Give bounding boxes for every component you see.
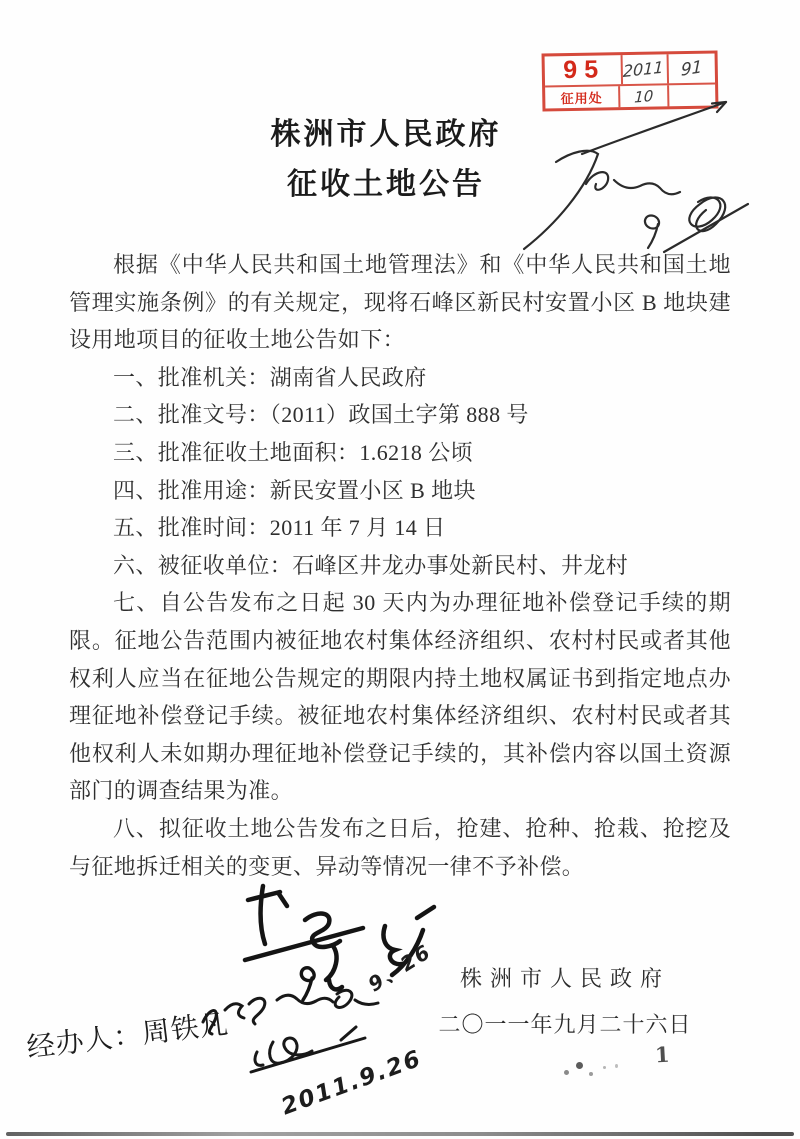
announcement-body <box>69 246 731 885</box>
handler-note-handwritten: 经办人：周铁凡 <box>25 1008 231 1065</box>
item-approval-document-number: 二、批准文号：（2011）政国土字第 888 号 <box>113 402 529 428</box>
stamp-office-label: 征用处 <box>545 86 620 108</box>
item-registration-deadline: 七、自公告发布之日起 30 天内为办理征地补偿登记手续的期限。征地公告范围内被征地农村集体经济组织、农村村民或者其他权利人应当在征地公告规定的期限内持土地权属证书到指定地点办理征地补偿登记手续。被征地农村集体经济组织、农村村民或者其他权利人未如期办理征地补偿登记手续的，其补偿内容以国土资源部门的调查结果为准。 <box>69 590 731 804</box>
item-no-compensation-clause: 八、拟征收土地公告发布之日后，抢建、抢种、抢栽、抢挖及与征地拆迁相关的变更、异动等情况一律不予补偿。 <box>69 815 731 879</box>
document-title <box>0 110 786 210</box>
item-approval-date: 五、批准时间：2011 年 7 月 14 日 <box>113 515 446 541</box>
stamp-year-handwritten: 2011 <box>622 57 664 81</box>
ink-smudge <box>615 1064 618 1068</box>
ink-smudge <box>589 1072 593 1076</box>
approval-date-handwritten: 2011.9.26 <box>278 1045 426 1121</box>
title-line-2: 征收土地公告 <box>287 168 485 201</box>
item-approval-authority: 一、批准机关：湖南省人民政府 <box>113 364 427 390</box>
intro-paragraph: 根据《中华人民共和国土地管理法》和《中华人民共和国土地管理实施条例》的有关规定，现将石峰区新民村安置小区 B 地块建设用地项目的征收土地公告如下： <box>69 252 731 353</box>
stamp-serial-handwritten: 91 <box>680 56 703 81</box>
ink-smudge <box>576 1062 583 1069</box>
stamp-subnumber-handwritten: 10 <box>633 86 654 107</box>
review-date-handwritten: 9、26 <box>363 939 436 997</box>
issuing-authority: 株洲市人民政府 <box>459 966 670 991</box>
ink-smudge <box>564 1070 569 1075</box>
ink-smudge <box>603 1066 606 1069</box>
title-line-1: 株洲市人民政府 <box>270 118 502 151</box>
item-expropriated-units: 六、被征收单位：石峰区井龙办事处新民村、井龙村 <box>113 552 629 578</box>
signoff-block <box>410 962 720 1039</box>
stamp-number: 95 <box>548 55 623 85</box>
scan-bottom-edge <box>6 1132 794 1136</box>
item-approved-land-area: 三、批准征收土地面积：1.6218 公顷 <box>113 439 474 465</box>
item-approved-use: 四、批准用途：新民安置小区 B 地块 <box>113 477 476 503</box>
page-number: 1 <box>654 1041 671 1068</box>
stamp-top-row <box>545 54 716 88</box>
issue-date: 二〇一一年九月二十六日 <box>438 1012 692 1037</box>
